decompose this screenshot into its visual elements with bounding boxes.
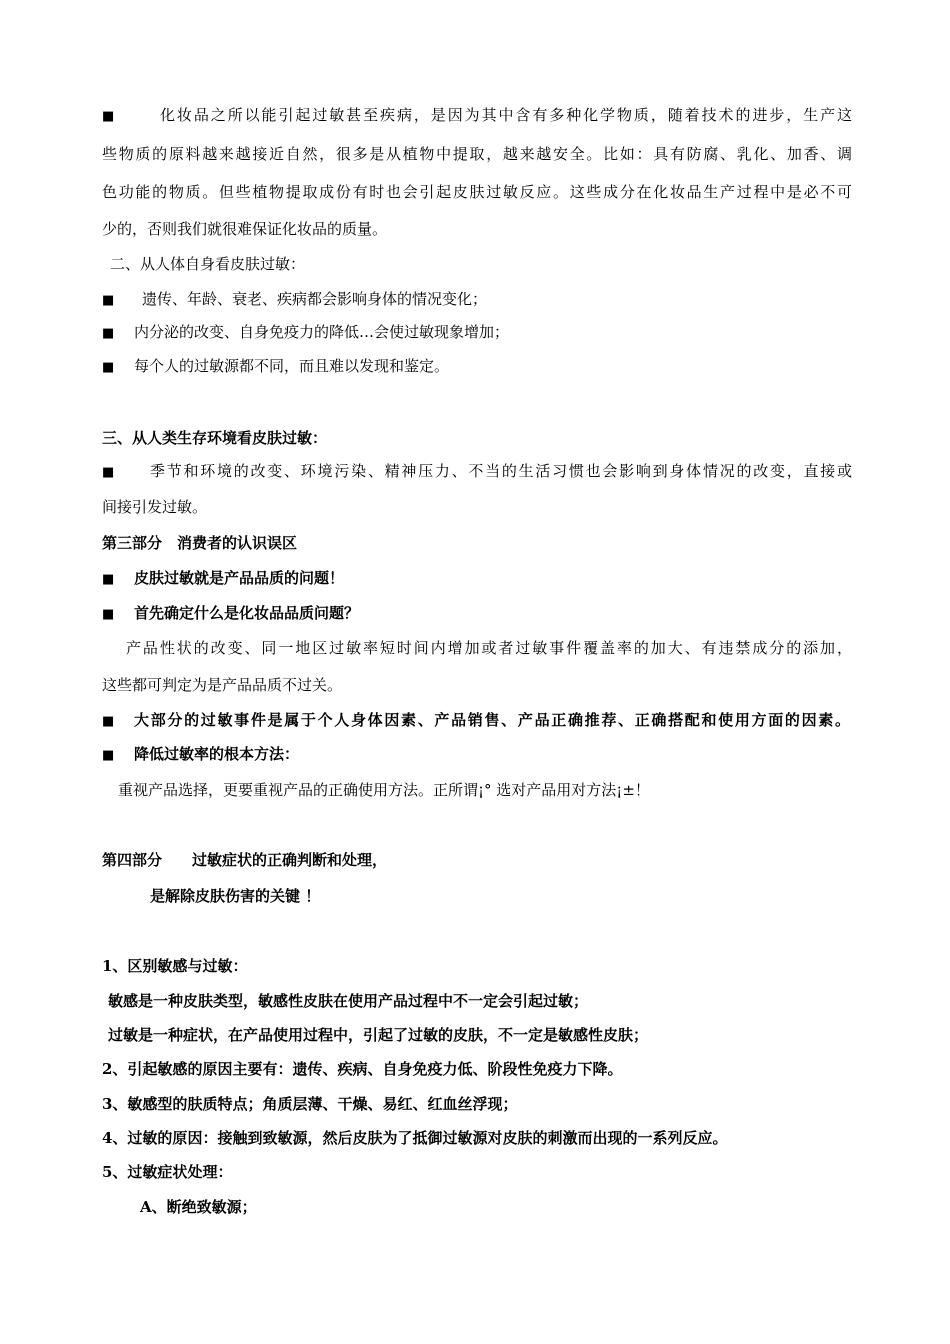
- numbered-item: 3、敏感型的肤质特点；角质层薄、干燥、易红、红血丝浮现；: [102, 1095, 518, 1113]
- paragraph-line: 重视产品选择，更要重视产品的正确使用方法。正所谓¡° 选对产品用对方法¡±！: [118, 781, 650, 799]
- paragraph-line: [102, 105, 852, 127]
- paragraph-line: 少的，否则我们就很难保证化妆品的质量。: [102, 220, 388, 238]
- numbered-item: 1、区别敏感与过敏：: [102, 957, 248, 975]
- bullet-icon: ■: [102, 360, 115, 375]
- bullet-icon: ■: [102, 572, 115, 587]
- list-item: [102, 710, 850, 732]
- list-item-text: 内分泌的改变、自身免疫力的降低…会使过敏现象增加；: [134, 323, 510, 341]
- bullet-icon: ■: [102, 748, 115, 763]
- numbered-item: 4、过敏的原因：接触到致敏源，然后皮肤为了抵御过敏源对皮肤的刺激而出现的一系列反应。: [102, 1129, 728, 1147]
- paragraph-line: 产品性状的改变、同一地区过敏率短时间内增加或者过敏事件覆盖率的加大、有违禁成分的添加，: [126, 639, 852, 657]
- list-item: [102, 744, 300, 766]
- bullet-icon: ■: [102, 293, 115, 308]
- paragraph-line: [102, 461, 852, 483]
- list-item: [102, 603, 360, 625]
- list-item: [102, 356, 450, 378]
- paragraph-text: 季节和环境的改变、环境污染、精神压力、不当的生活习惯也会影响到身体情况的改变，直接或: [150, 462, 852, 480]
- bullet-icon: ■: [102, 465, 115, 480]
- numbered-item: 5、过敏症状处理：: [102, 1163, 233, 1181]
- paragraph-text: 化妆品之所以能引起过敏甚至疾病，是因为其中含有多种化学物质，随着技术的进步，生产这: [160, 106, 852, 124]
- paragraph-line: 些物质的原料越来越接近自然，很多是从植物中提取，越来越安全。比如：具有防腐、乳化、加香、调: [102, 145, 852, 163]
- sub-item: 敏感是一种皮肤类型，敏感性皮肤在使用产品过程中不一定会引起过敏；: [108, 992, 589, 1010]
- section-heading: 三、从人类生存环境看皮肤过敏：: [102, 429, 328, 447]
- numbered-item: 2、引起敏感的原因主要有：遗传、疾病、自身免疫力低、阶段性免疫力下降。: [102, 1060, 623, 1078]
- list-item-text: 皮肤过敏就是产品品质的问题！: [134, 569, 345, 587]
- paragraph-line: 这些都可判定为是产品品质不过关。: [102, 676, 343, 694]
- bullet-icon: ■: [102, 326, 115, 341]
- paragraph-line: 色功能的物质。但些植物提取成份有时也会引起皮肤过敏反应。这些成分在化妆品生产过程中是必不可: [102, 183, 852, 201]
- part-heading: 第四部分 过敏症状的正确判断和处理，: [102, 851, 388, 869]
- list-item: [102, 289, 488, 311]
- part-heading-continuation: 是解除皮肤伤害的关键 ！: [150, 887, 321, 905]
- list-item: [102, 568, 345, 590]
- list-item-text: 大部分的过敏事件是属于个人身体因素、产品销售、产品正确推荐、正确搭配和使用方面的因素。: [134, 711, 850, 729]
- bullet-icon: ■: [102, 714, 115, 729]
- list-item-text: 首先确定什么是化妆品品质问题？: [134, 604, 360, 622]
- list-item-text: 每个人的过敏源都不同，而且难以发现和鉴定。: [134, 357, 450, 375]
- section-heading: 二、从人体自身看皮肤过敏：: [110, 255, 306, 273]
- bullet-icon: ■: [102, 607, 115, 622]
- sub-item: A、断绝致敏源；: [140, 1198, 257, 1216]
- list-item-text: 降低过敏率的根本方法：: [134, 745, 300, 763]
- list-item-text: 遗传、年龄、衰老、疾病都会影响身体的情况变化；: [142, 290, 488, 308]
- part-heading: 第三部分 消费者的认识误区: [102, 534, 298, 552]
- paragraph-line: 间接引发过敏。: [102, 498, 208, 516]
- sub-item: 过敏是一种症状，在产品使用过程中，引起了过敏的皮肤，不一定是敏感性皮肤；: [108, 1026, 649, 1044]
- bullet-icon: ■: [102, 109, 115, 124]
- list-item: [102, 322, 510, 344]
